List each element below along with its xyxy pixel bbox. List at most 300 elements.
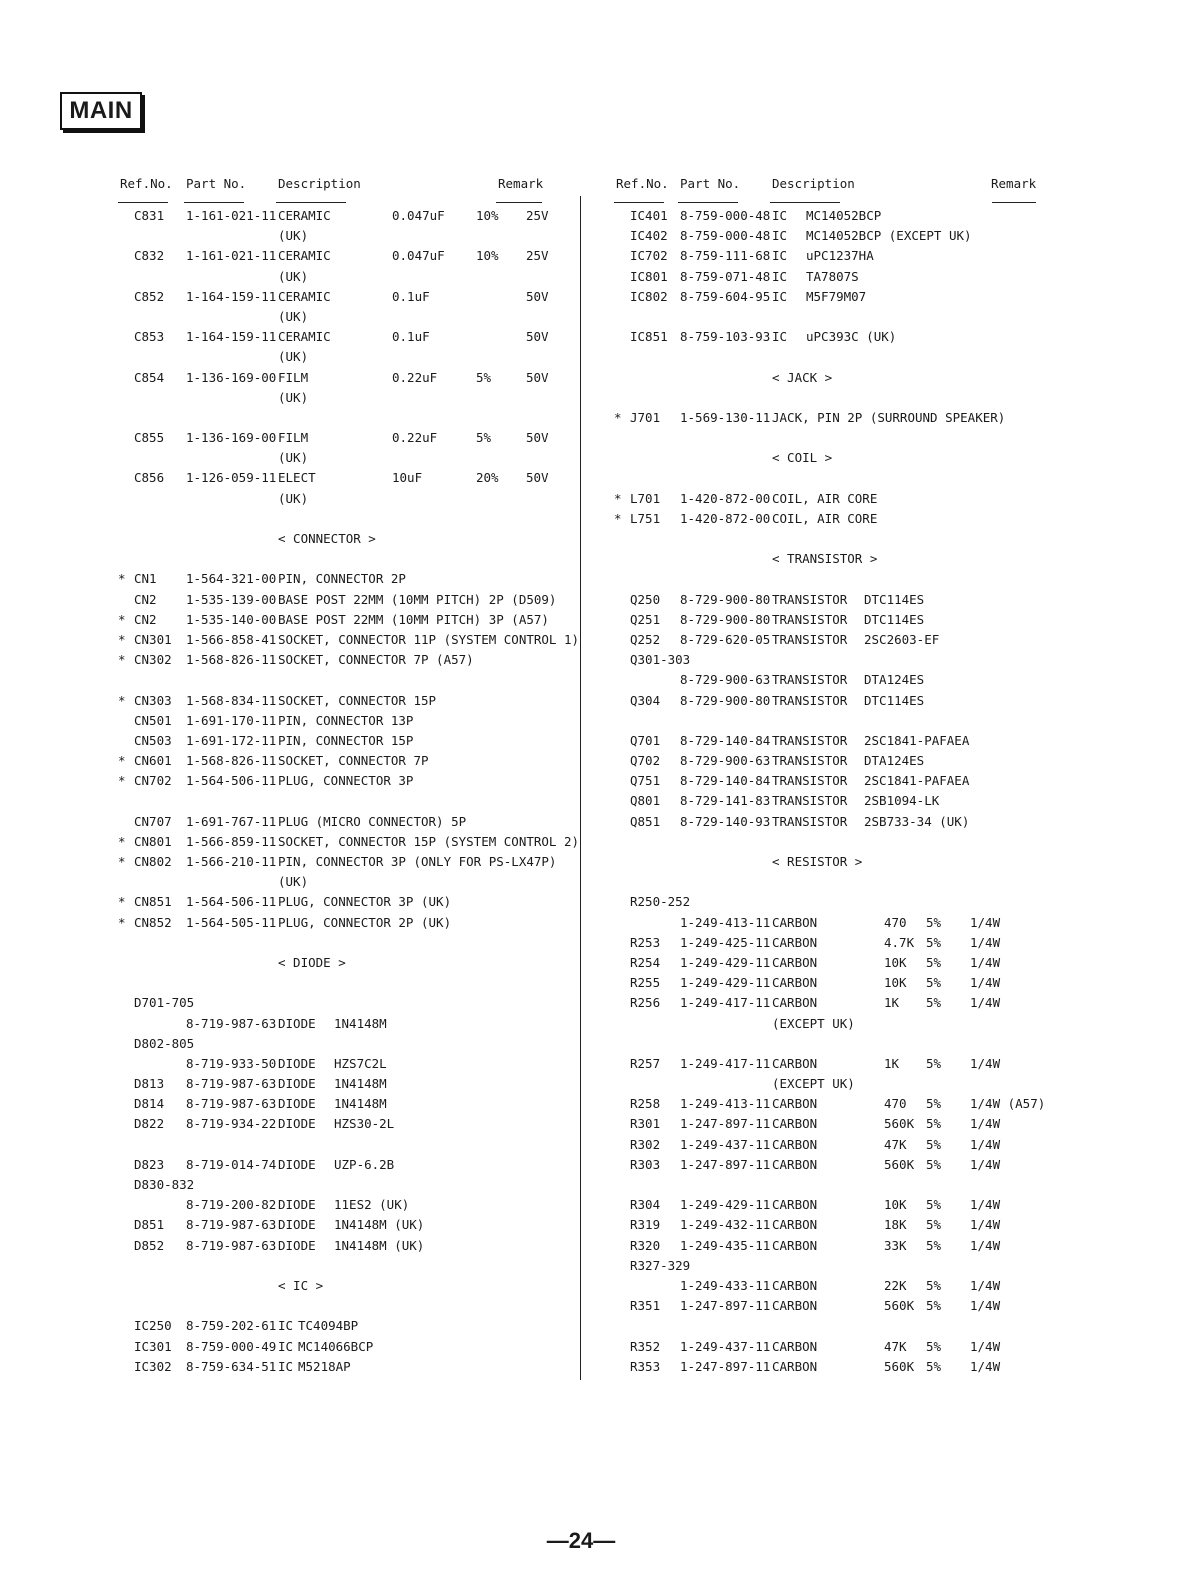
cell-part: 8-729-140-93 [680, 813, 771, 829]
table-row [118, 1296, 570, 1316]
cell-tol: 5% [926, 975, 942, 991]
cell-part: 1-691-170-11 [186, 712, 277, 728]
table-row [614, 1256, 1046, 1276]
cell-part: 8-759-604-95 [680, 288, 771, 304]
cell-ref: L751 [630, 510, 661, 526]
cell-tol: 5% [926, 1096, 942, 1112]
cell-desc: IC [772, 208, 788, 223]
cell-desc: IC [772, 288, 788, 304]
table-row [118, 509, 570, 529]
cell-volt: 50V [526, 470, 549, 486]
table-row [118, 731, 570, 751]
header-description: Description [772, 176, 855, 191]
cell-ref: D830-832 [134, 1177, 195, 1192]
cell-tol: 5% [926, 1156, 942, 1172]
cell-watt: 1/4W [970, 1116, 1001, 1132]
table-row [614, 1175, 1046, 1195]
cell-desc: CARBON [772, 1237, 818, 1253]
cell-desc: DIODE [278, 1237, 316, 1253]
table-row [614, 408, 1046, 428]
cell-ref: CN301 [134, 631, 172, 647]
table-row [614, 1114, 1046, 1134]
cell-part: 1-564-321-00 [186, 571, 277, 587]
table-row [118, 812, 570, 832]
column-divider [580, 196, 581, 1380]
cell-part: 1-568-826-11 [186, 753, 277, 769]
cell-val: 0.047uF [392, 248, 445, 264]
table-row [614, 993, 1046, 1013]
cell-tol: 10% [476, 248, 499, 264]
cell-tol: 5% [926, 1237, 942, 1253]
cell-part: 8-719-200-82 [186, 1197, 277, 1213]
cell-ref: D813 [134, 1076, 165, 1092]
table-row [614, 751, 1046, 771]
cell-val: DTA124ES [864, 672, 925, 688]
table-row [118, 993, 570, 1013]
cell-watt: 1/4W [970, 1217, 1001, 1233]
cell-desc: TRANSISTOR [772, 813, 848, 829]
cell-desc: IC [772, 329, 788, 345]
table-row [614, 771, 1046, 791]
cell-val: uPC393C (UK) [806, 329, 897, 345]
cell-watt: 1/4W [970, 1237, 1001, 1253]
table-row [614, 610, 1046, 630]
cell-ohm: 470 [884, 914, 907, 930]
table-row [118, 791, 570, 811]
table-row [118, 368, 570, 388]
cell-val: 2SB1094-LK [864, 793, 940, 809]
cell-ref: Q252 [630, 631, 661, 647]
cell-tol: 5% [926, 1055, 942, 1071]
header-ref: Ref.No. [616, 176, 669, 191]
cell-star: * [614, 409, 622, 425]
cell-desc: IC [278, 1338, 294, 1354]
cell-val: 2SB733-34 (UK) [864, 813, 970, 829]
cell-val: MC14066BCP [298, 1338, 374, 1354]
cell-part: 8-759-000-48 [680, 208, 771, 223]
table-row [614, 226, 1046, 246]
cell-desc: PLUG, CONNECTOR 3P [278, 773, 414, 789]
header-rule [678, 202, 738, 203]
cell-desc: SOCKET, CONNECTOR 15P (SYSTEM CONTROL 2) [278, 833, 580, 849]
cell-ohm: 47K [884, 1136, 907, 1152]
table-row [614, 347, 1046, 367]
cell-part: 8-759-000-48 [680, 228, 771, 244]
parts-column-left [118, 172, 580, 1377]
header-rule [770, 202, 840, 203]
cell-tol: 5% [926, 934, 942, 950]
table-row [614, 973, 1046, 993]
cell-ref: D701-705 [134, 995, 195, 1011]
table-row [118, 448, 570, 468]
cell-part: 1-569-130-11 [680, 409, 771, 425]
table-row [614, 529, 1046, 549]
cell-ref: Q851 [630, 813, 661, 829]
cell-ref: R304 [630, 1197, 661, 1213]
cell-part: 8-729-900-63 [680, 672, 771, 688]
table-row [118, 1054, 570, 1074]
cell-ohm: 560K [884, 1358, 915, 1374]
cell-ref: R319 [630, 1217, 661, 1233]
cell-ref: CN501 [134, 712, 172, 728]
table-row [118, 246, 570, 266]
cell-ohm: 1K [884, 1055, 900, 1071]
cell-part: 1-247-897-11 [680, 1156, 771, 1172]
cell-part: 8-759-071-48 [680, 268, 771, 284]
cell-ref: R253 [630, 934, 661, 950]
cell-desc: < RESISTOR > [772, 854, 863, 869]
cell-ref: CN707 [134, 813, 172, 829]
cell-desc: < JACK > [772, 369, 833, 385]
table-row [614, 549, 1046, 569]
cell-desc: TRANSISTOR [772, 672, 848, 688]
cell-desc: PIN, CONNECTOR 13P [278, 712, 414, 728]
cell-ref: R327-329 [630, 1257, 691, 1273]
cell-ref: R303 [630, 1156, 661, 1172]
cell-ohm: 560K [884, 1116, 915, 1132]
cell-desc: SOCKET, CONNECTOR 11P (SYSTEM CONTROL 1) [278, 631, 580, 647]
cell-ref: CN2 [134, 591, 157, 607]
cell-desc: (EXCEPT UK) [772, 1015, 855, 1031]
table-row [118, 670, 570, 690]
cell-ref: Q702 [630, 753, 661, 769]
cell-part: 8-719-987-63 [186, 1237, 277, 1253]
cell-part: 1-691-172-11 [186, 732, 277, 748]
table-row [614, 1094, 1046, 1114]
table-row [614, 1135, 1046, 1155]
table-row [118, 1236, 570, 1256]
table-row [118, 751, 570, 771]
header-rule [496, 202, 542, 203]
cell-star: * [118, 631, 126, 647]
cell-part: 1-420-872-00 [680, 490, 771, 506]
cell-desc: CARBON [772, 1116, 818, 1132]
header-rule [614, 202, 664, 203]
cell-part: 1-249-433-11 [680, 1277, 771, 1293]
table-row [118, 872, 570, 892]
cell-desc: CARBON [772, 1156, 818, 1172]
cell-val: 11ES2 (UK) [334, 1197, 410, 1213]
cell-desc: DIODE [278, 1076, 316, 1092]
cell-part: 8-719-933-50 [186, 1055, 277, 1071]
cell-desc: DIODE [278, 1116, 316, 1132]
cell-val: M5218AP [298, 1358, 351, 1374]
cell-val: 1N4148M [334, 1015, 387, 1031]
table-row [614, 1276, 1046, 1296]
table-row [614, 489, 1046, 509]
table-row [118, 1014, 570, 1034]
cell-ref: IC301 [134, 1338, 172, 1354]
cell-val: uPC1237HA [806, 248, 874, 264]
cell-part: 8-729-900-80 [680, 591, 771, 607]
cell-watt: 1/4W [970, 954, 1001, 970]
cell-desc: DIODE [278, 1217, 316, 1233]
cell-val: HZS30-2L [334, 1116, 395, 1132]
cell-tol: 5% [926, 1217, 942, 1233]
cell-ohm: 560K [884, 1298, 915, 1314]
cell-val: DTC114ES [864, 611, 925, 627]
header-rule [276, 202, 346, 203]
cell-desc: CARBON [772, 1096, 818, 1112]
cell-ref: D823 [134, 1156, 165, 1172]
table-row [614, 812, 1046, 832]
cell-ref: R351 [630, 1298, 661, 1314]
cell-val: 1N4148M (UK) [334, 1217, 425, 1233]
table-row [614, 691, 1046, 711]
cell-ref: CN503 [134, 732, 172, 748]
cell-desc: SOCKET, CONNECTOR 7P (A57) [278, 652, 474, 668]
cell-val: UZP-6.2B [334, 1156, 395, 1172]
cell-watt: 1/4W [970, 914, 1001, 930]
cell-part: 1-566-859-11 [186, 833, 277, 849]
table-row [118, 1135, 570, 1155]
cell-watt: 1/4W [970, 1277, 1001, 1293]
table-row [118, 691, 570, 711]
cell-ref: Q251 [630, 611, 661, 627]
cell-desc: IC [278, 1358, 294, 1374]
cell-part: 8-719-987-63 [186, 1217, 277, 1233]
cell-ohm: 1K [884, 995, 900, 1011]
table-row [118, 953, 570, 973]
cell-ref: L701 [630, 490, 661, 506]
cell-val: MC14052BCP (EXCEPT UK) [806, 228, 972, 244]
table-row [118, 933, 570, 953]
header-remark: Remark [498, 176, 544, 191]
table-row [118, 206, 570, 226]
cell-val: 0.047uF [392, 208, 445, 223]
cell-watt: 1/4W [970, 1136, 1001, 1152]
table-row [118, 1276, 570, 1296]
table-row [118, 529, 570, 549]
table-row [614, 1236, 1046, 1256]
cell-part: 1-249-413-11 [680, 1096, 771, 1112]
table-row [614, 267, 1046, 287]
table-row [118, 832, 580, 852]
cell-ref: IC702 [630, 248, 668, 264]
table-row [614, 852, 1046, 872]
cell-part: 8-759-000-49 [186, 1338, 277, 1354]
table-row [118, 468, 570, 488]
cell-desc: DIODE [278, 1055, 316, 1071]
table-row [614, 569, 1046, 589]
table-row [614, 368, 1046, 388]
table-row [118, 1034, 570, 1054]
cell-part: 8-719-987-63 [186, 1076, 277, 1092]
table-row [118, 1175, 570, 1195]
cell-desc: CERAMIC [278, 208, 331, 223]
cell-ref: C856 [134, 470, 165, 486]
cell-ref: Q250 [630, 591, 661, 607]
cell-val: 1N4148M [334, 1076, 387, 1092]
cell-val: 1N4148M [334, 1096, 387, 1112]
cell-volt: 50V [526, 430, 549, 446]
cell-ref: D851 [134, 1217, 165, 1233]
cell-desc: DIODE [278, 1096, 316, 1112]
table-row [118, 650, 570, 670]
cell-watt: 1/4W [970, 995, 1001, 1011]
cell-ref: D814 [134, 1096, 165, 1112]
cell-ref: IC401 [630, 208, 668, 223]
section-title: MAIN [60, 92, 142, 130]
cell-tol: 5% [926, 1298, 942, 1314]
table-row [614, 1215, 1046, 1235]
cell-desc: COIL, AIR CORE [772, 490, 878, 506]
cell-val: 2SC1841-PAFAEA [864, 773, 970, 789]
cell-volt: 25V [526, 248, 549, 264]
table-row [118, 388, 570, 408]
parts-list-left [118, 206, 580, 1377]
cell-part: 8-719-934-22 [186, 1116, 277, 1132]
cell-part: 1-568-834-11 [186, 692, 277, 708]
cell-val: 0.22uF [392, 430, 438, 446]
cell-desc: (EXCEPT UK) [772, 1076, 855, 1092]
table-row [614, 388, 1046, 408]
cell-tol: 5% [926, 954, 942, 970]
cell-part: 1-247-897-11 [680, 1116, 771, 1132]
cell-star: * [118, 611, 126, 627]
cell-desc: SOCKET, CONNECTOR 15P [278, 692, 437, 708]
cell-part: 1-161-021-11 [186, 248, 277, 264]
table-row [118, 307, 570, 327]
cell-ref: CN1 [134, 571, 157, 587]
cell-tol: 5% [926, 1277, 942, 1293]
cell-ref: IC402 [630, 228, 668, 244]
cell-desc: IC [772, 268, 788, 284]
cell-desc: IC [772, 228, 788, 244]
header-remark: Remark [991, 176, 1037, 191]
cell-watt: 1/4W [970, 1055, 1001, 1071]
table-row [118, 408, 570, 428]
header-ref: Ref.No. [120, 176, 173, 191]
cell-part: 1-249-437-11 [680, 1136, 771, 1152]
cell-tol: 5% [926, 995, 942, 1011]
table-row [118, 590, 570, 610]
table-row [118, 1256, 570, 1276]
cell-part: 8-729-140-84 [680, 732, 771, 748]
table-row [118, 1094, 570, 1114]
table-row [614, 1195, 1046, 1215]
cell-ref: Q301-303 [630, 652, 691, 668]
cell-ref: CN601 [134, 753, 172, 769]
table-row [614, 953, 1046, 973]
table-row [118, 1357, 570, 1377]
cell-tol: 5% [926, 1338, 942, 1354]
cell-ref: R352 [630, 1338, 661, 1354]
cell-desc: (UK) [278, 268, 309, 284]
cell-ref: CN303 [134, 692, 172, 708]
cell-desc: DIODE [278, 1156, 316, 1172]
cell-ref: Q801 [630, 793, 661, 809]
cell-star: * [118, 571, 126, 587]
cell-ref: R353 [630, 1358, 661, 1374]
cell-part: 8-719-987-63 [186, 1096, 277, 1112]
cell-star: * [614, 510, 622, 526]
header-rule [184, 202, 244, 203]
cell-desc: CARBON [772, 995, 818, 1011]
cell-watt: 1/4W [970, 1197, 1001, 1213]
cell-desc: CERAMIC [278, 329, 331, 345]
table-row [118, 711, 570, 731]
cell-volt: 50V [526, 288, 549, 304]
cell-tol: 5% [926, 1358, 942, 1374]
table-row [118, 852, 570, 872]
cell-ref: D822 [134, 1116, 165, 1132]
cell-val: DTA124ES [864, 753, 925, 769]
cell-part: 1-249-425-11 [680, 934, 771, 950]
cell-desc: CARBON [772, 1298, 818, 1314]
cell-val: MC14052BCP [806, 208, 882, 223]
cell-tol: 5% [926, 1116, 942, 1132]
header-part: Part No. [186, 176, 247, 191]
table-row [614, 1337, 1046, 1357]
table-row [614, 1054, 1046, 1074]
cell-ref: C855 [134, 430, 165, 446]
table-row [118, 973, 570, 993]
table-row [614, 287, 1046, 307]
cell-part: 8-759-202-61 [186, 1318, 277, 1334]
cell-part: 1-164-159-11 [186, 329, 277, 345]
cell-ref: IC851 [630, 329, 668, 345]
cell-desc: TRANSISTOR [772, 753, 848, 769]
cell-desc: FILM [278, 430, 309, 446]
cell-desc: IC [772, 248, 788, 264]
cell-val: 0.1uF [392, 329, 430, 345]
cell-desc: CARBON [772, 975, 818, 991]
table-row [118, 1316, 570, 1336]
table-row [614, 246, 1046, 266]
table-row [614, 509, 1046, 529]
cell-ohm: 18K [884, 1217, 907, 1233]
cell-star: * [118, 753, 126, 769]
cell-desc: < CONNECTOR > [278, 531, 376, 546]
table-row [614, 630, 1046, 650]
cell-desc: (UK) [278, 349, 309, 365]
table-row [118, 287, 570, 307]
cell-star: * [118, 854, 126, 869]
table-row [118, 892, 570, 912]
cell-tol: 5% [926, 1136, 942, 1152]
cell-part: 1-568-826-11 [186, 652, 277, 668]
cell-desc: TRANSISTOR [772, 591, 848, 607]
cell-part: 1-564-506-11 [186, 894, 277, 910]
table-row [614, 1296, 1046, 1316]
cell-part: 1-249-429-11 [680, 954, 771, 970]
cell-val: M5F79M07 [806, 288, 867, 304]
parts-list-right [614, 206, 1046, 1377]
table-row [614, 1074, 1046, 1094]
table-row [118, 1215, 570, 1235]
cell-part: 8-719-014-74 [186, 1156, 277, 1172]
cell-ref: IC801 [630, 268, 668, 284]
cell-desc: CARBON [772, 914, 818, 930]
cell-part: 1-564-506-11 [186, 773, 277, 789]
cell-part: 8-759-111-68 [680, 248, 771, 264]
cell-val: 0.22uF [392, 369, 438, 385]
cell-part: 1-249-413-11 [680, 914, 771, 930]
cell-ohm: 560K [884, 1156, 915, 1172]
cell-ohm: 22K [884, 1277, 907, 1293]
cell-desc: PLUG (MICRO CONNECTOR) 5P [278, 813, 467, 829]
cell-desc: CARBON [772, 1197, 818, 1213]
table-row [118, 489, 570, 509]
cell-star: * [118, 914, 126, 930]
cell-part: 1-164-159-11 [186, 288, 277, 304]
cell-volt: 50V [526, 369, 549, 385]
cell-val: 2SC2603-EF [864, 631, 940, 647]
cell-part: 8-729-140-84 [680, 773, 771, 789]
cell-ref: R258 [630, 1096, 661, 1112]
table-row [118, 630, 580, 650]
